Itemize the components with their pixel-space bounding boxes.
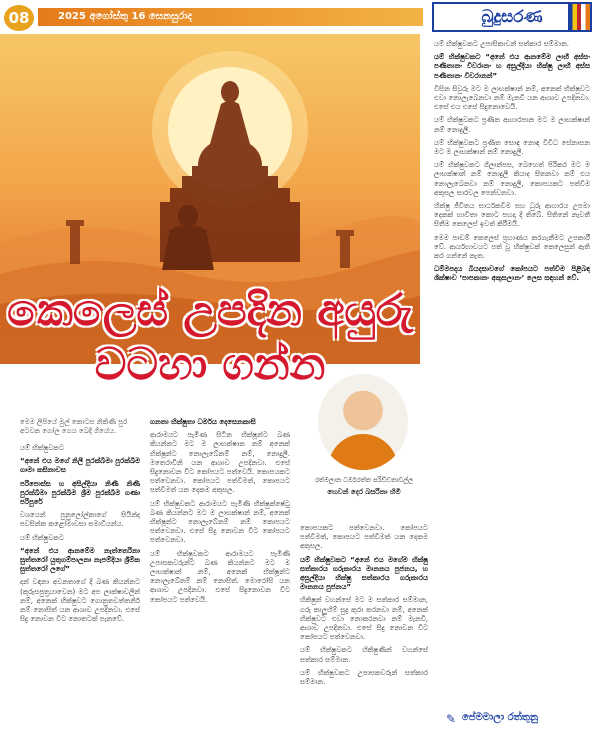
page-number: 08 [4,5,34,31]
col1-para-4: යම් භික්ෂුවකට [20,533,64,542]
author-byline: පේමමාලා රත්තුනු [462,712,539,723]
col3-para-2: හිකිෂුන් වහන්සේ මට ම සත්කාර සම්මාන, ගරු කාලුහිම් සුදු කුරා කරනවා නම්, අනෙක් භික්ෂුවට එවා නොකරනවා නම් මැනවි, ආශාව උපදිනවා. එසේ සිදු නොවන විට කෝපයට පත්වෙනවා. [300,596,428,642]
col2-para-1: ආරාමයට පැමිණ සිටින භික්ෂූන්ට බණ කියන්නට මට ම ලාභක්ෂාන නම් අනෙක් භික්ෂූන්ට නොලැබේනම් නම්, නොදුලී. මතෙරාවිනි යන ආශාව උපදිනවා. එසේ සිදුනොවන විට කෝපයට පත්වෙයි. කොපයකට පත්වෙනවා. කෝපයට පත්වීමත්, කොපයට පත්වීමත් යන දෙකම අකුසල. [150,431,290,495]
col4-para-4: යම් භික්ෂුවකට ප්‍රණීත සොඳ නොඳ විවිධ සේනාසන මට ම ලාභක්ෂාන් නම් නොදුලී. [434,138,590,157]
pen-icon: ✎ [446,712,457,726]
buddhist-flag-icon [568,4,590,30]
author-portrait-block [300,374,428,520]
portrait-caption-line-1: රත්මලාන ධර්මරත්ත පරිඩ්ඩතාවල්ල [314,476,414,484]
col4-para-8: ධම්මපදය බියදසාවගේ කෝපයට පත්වීම පිළිබඳ ශික්ෂාව ‘පාපකානං අකුසලානං’ ලෙස සඳහන් වේ. [434,265,590,283]
page-header [0,0,600,34]
col1-para-6: දන් වඳනා අවනතාගේ දී බණ කියන්නට (කුරුසපුත්‍රයාවෙන) මට අප ලාක්ෂාවලින් නම්, අනෙක් භික්ෂුවට ගොනුතවත්තනිර් නම් නොසිත් යන ආශාව උපදිනවා. එසේ සිදු නොවන විට නොතටක් පැනවේ. [20,578,140,624]
col4-para-1: යම් භික්ෂුවකට “අනේ එය ආනමේම ලාභී අස්සං පණීතානං විවරානං හ අසුල්දියා භික්ෂු ලාභී අස්ස පණීතානං විවරානන්” [434,53,590,80]
orange-robe [328,434,398,470]
col1-para-2: පරිපොස්ස හ අසිල්දියා නිණී නිණී පුරක්ඛිමා පුරක්ඛිම ශ්‍රීම පුරක්ඛිම ගණා පරිපුරේ [20,479,140,507]
col2-para-2: යම් භික්ෂුවකට ආරාමයට පැමිණි භික්ෂුක්ෂේටු බණ කියන්නට මට ම ලාභක්ෂාන් නම්, අනෙක් භික්ෂූන්ට නොලැබේනම් නම් කොපයට පත්වෙනවා. එසේ සිදු නොවන විට කෝපයට පත්වෙනවා. [150,499,290,545]
column-4 [434,40,590,288]
col4-para-5: යම් භික්ෂුවකට ගිලාන්පස, බෙහෙත් පිරිකර මට ම ලාභක්ෂාන් නම් නොදුලී කියාද සිතනවා නම් එය නොලැබෙනවා නම් නොදුලී, කොපයකට පත්වීම අකුසල සාරවල පෙන්වනවා. [434,161,590,197]
col3-para-4: යම් භික්ෂුවකට උපාසකවරුන් සත්කාර සම්මාන. [300,668,428,687]
article-lead: මෙම ලිපියේ මුල් කොටස නිකිණි පුර අටවක ගෝල ගෙය බෙදී ගියේය. [20,418,128,435]
col4-para-0: යම් භික්ෂුවකට උපාසිකාවන් සත්කාර සම්මාන. [434,40,570,48]
col3-para-0: කොපයකට පත්වෙනවා. කෝපයට පත්වීමත්, කොපයට පත්වීමත් යන දෙකම අකුසල. [300,524,428,551]
col4-para-3: යම් භික්ෂුවකට ප්‍රණීත ආහාරපාන මට ම ලාභක්ෂාන් නම් නොදුලී. [434,116,590,134]
col2-para-0: ගනතා භික්ෂුතා ධර්මය දෙසෙනකාසි [150,418,256,426]
brand-logo [432,2,592,32]
headline-line-1: කෙලෙස් උපදින අයුරු [7,285,413,336]
column-2 [150,418,290,609]
col3-para-1: යම් භික්ෂුවකට “අනේ එය මගේම භික්ෂු සත්කාරය ගරුකාරය මානනය පුජනය, හ අසුල්දියා භික්ෂු සත්කාරය ගරුකාරය මානනය පුජනය” [300,555,428,592]
portrait-caption-line-2: හෙවන් දෙර බසරිනා හිමි [327,488,401,496]
col1-para-0: යම් භික්ෂුවකට [20,444,64,452]
column-1 [20,444,140,628]
headline-line-2: වටහා ගන්න [94,339,326,390]
column-3 [300,524,428,691]
col4-para-6: හික්ෂු ජීවිතය සාර්ථකවීම සහ ධුරු ආහාරය උපමා දෙකක් භාවිතා කොට පහදා දී තිබේ. සිතිනේ නැවතී සිතීම කෙලෙස් ඉවත් කිරීමයි. [434,202,590,229]
col1-para-3: වශයෙන් පුනුලෝල්කාගේ සියින්ද පවසින්ක කළෝමාවසා සමාවියන්ය. [20,511,140,529]
col2-para-3: යම් භික්ෂුවකට ආරාමයට පැමිණි උපාසකවරුන්ට බණ කියන්නට මට ම ලාභක්ෂාන් නම්, අනෙක් භික්ෂූන්ට නොලැබේනම් නම් නොසිත්. මොරෝසි යන ආශාව උපදිනවා. එසේ සිදුනොවන විට කෝපයට පත්වෙයි. [150,549,290,604]
col1-para-5: “අනේ එය ආනමේම නැත්තෙරිනා සුත්තරෝ යුතුගම්පාලනා නැපම්දියා ශ්‍රීම්ක සුත්තරෝ ලගේ” [20,546,140,574]
col4-para-7: මෙම පාඩම් කෙලෙස් ප්‍රහාණය කරගැනීමට උපකාරී වේ. ආර්යභාවයට පත් වූ භික්ෂුවක් කෙලෙසුන් ඇති කර ගන්නේ නැත. [434,233,590,261]
col3-para-3: යම් භික්ෂුවකට හිකිෂුණින් වහන්සේ සත්කාර සම්මාන. [300,646,428,664]
brand-name: බුදුසරණ [481,7,543,27]
monk-portrait [318,374,408,470]
col1-para-1: “අනේ එය මගේ නිලී පුරක්බිමා පුරක්ඛිම ගාමා කසිනාවස [20,457,140,475]
col4-para-2: විසින සිවුරු මට ම ලාභක්ෂාන් නම්, අනෙක් භික්ෂුවට එවා නොලැබෙනවා නම් මැනවි යන ආශාව උපදිනවා. එසේ එය එසේ සිදුනොවෙයි. [434,84,590,112]
issue-date: 2025 අගෝස්තු 16 සෙනසුරාද [38,8,423,26]
